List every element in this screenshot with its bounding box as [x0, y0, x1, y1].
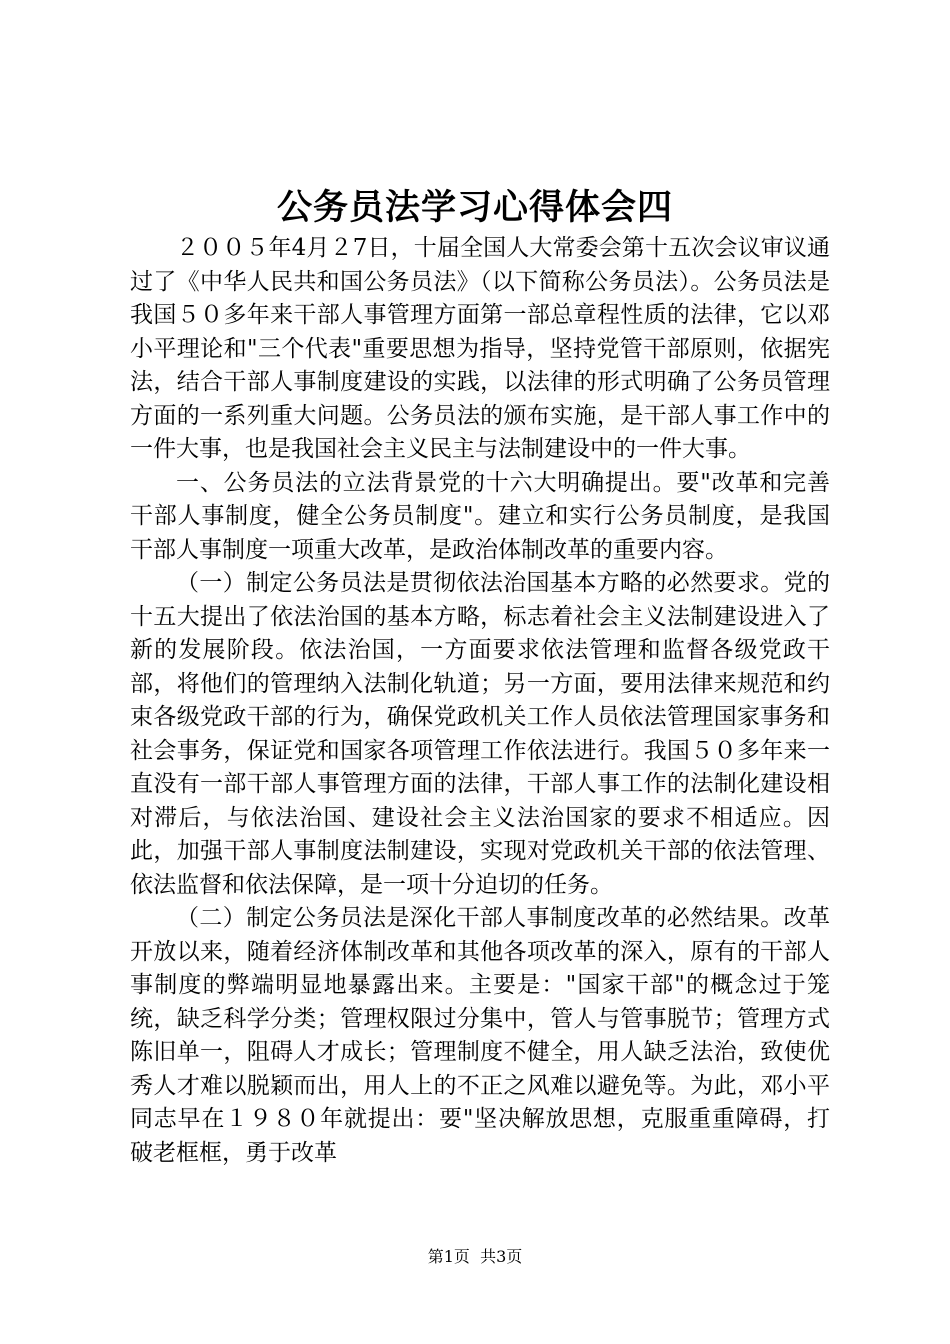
paragraph-subsection-two: （二）制定公务员法是深化干部人事制度改革的必然结果。改革开放以来，随着经济体制改革和其他各项改革的深入，原有的干部人事制度的弊端明显地暴露出来。主要是："国家干部"的概念过于笼统，缺乏科学分类；管理权限过分集中，管人与管事脱节；管理方式陈旧单一，阻碍人才成长；管理制度不健全，用人缺乏法治，致使优秀人才难以脱颖而出，用人上的不正之风难以避免等。为此，邓小平同志早在１９８０年就提出：要"坚决解放思想，克服重重障碍，打破老框框，勇于改革 [130, 905, 830, 1166]
paragraph-section-one: 一、公务员法的立法背景党的十六大明确提出。要"改革和完善干部人事制度，健全公务员制度"。建立和实行公务员制度，是我国干部人事制度一项重大改革，是政治体制改革的重要内容。 [130, 469, 830, 563]
page-number-footer: 第1页 共3页 [427, 1247, 523, 1266]
paragraph-subsection-one: （一）制定公务员法是贯彻依法治国基本方略的必然要求。党的十五大提出了依法治国的基本方略，标志着社会主义法制建设进入了新的发展阶段。依法治国，一方面要求依法管理和监督各级党政干部，将他们的管理纳入法制化轨道；另一方面，要用法律来规范和约束各级党政干部的行为，确保党政机关工作人员依法管理国家事务和社会事务，保证党和国家各项管理工作依法进行。我国５０多年来一直没有一部干部人事管理方面的法律，干部人事工作的法制化建设相对滞后，与依法治国、建设社会主义法治国家的要求不相适应。因此，加强干部人事制度法制建设，实现对党政机关干部的依法管理、依法监督和依法保障，是一项十分迫切的任务。 [130, 570, 830, 898]
document-body [130, 232, 830, 1170]
document-title: 公务员法学习心得体会四 [276, 187, 673, 228]
paragraph-intro: ２００５年4月２7日，十届全国人大常委会第十五次会议审议通过了《中华人民共和国公务员法》（以下简称公务员法）。公务员法是我国５０多年来干部人事管理方面第一部总章程性质的法律，它以邓小平理论和"三个代表"重要思想为指导，坚持党管干部原则，依据宪法，结合干部人事制度建设的实践，以法律的形式明确了公务员管理方面的一系列重大问题。公务员法的颁布实施，是干部人事工作中的一件大事，也是我国社会主义民主与法制建设中的一件大事。 [130, 235, 830, 462]
